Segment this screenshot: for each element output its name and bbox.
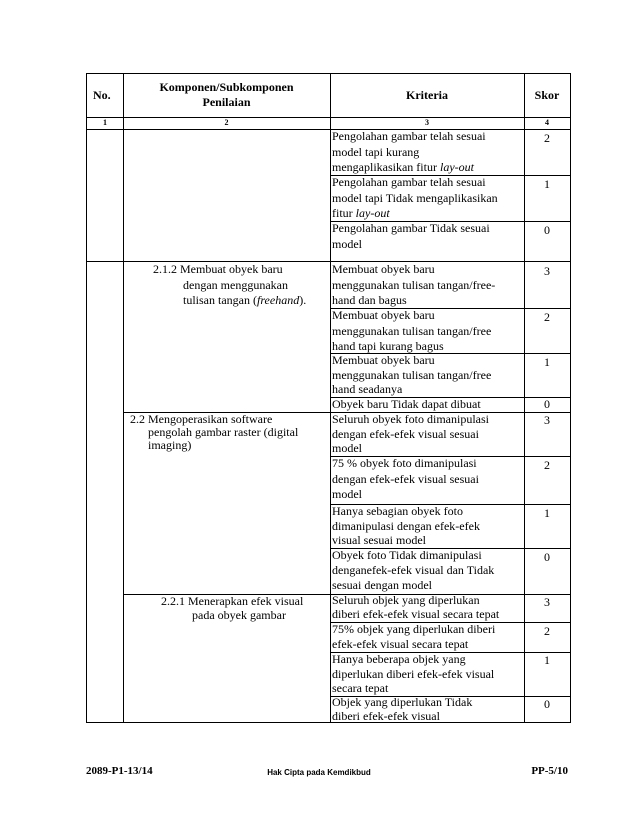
criteria-text: efek-efek visual secara tepat <box>332 636 469 651</box>
subcomponent-text: pengolah gambar raster (digital <box>148 425 299 439</box>
criteria-text: model <box>332 487 362 501</box>
score-value: 1 <box>544 653 550 667</box>
criteria-text: Obyek baru Tidak dapat dibuat <box>332 397 481 411</box>
col-number: 3 <box>425 118 429 127</box>
criteria-cell <box>332 504 512 548</box>
subcomponent-text: 2.2.1 Menerapkan efek visual <box>161 594 304 608</box>
score-value: 2 <box>544 310 550 324</box>
criteria-text: hand dan bagus <box>332 293 407 307</box>
footer-copyright: Hak Cipta pada Kemdikbud <box>267 768 371 777</box>
criteria-text: hand tapi kurang bagus <box>332 339 444 353</box>
criteria-cell <box>332 221 512 252</box>
subcomponent-text: pada obyek gambar <box>192 608 286 622</box>
col-divider-1 <box>123 74 124 722</box>
criteria-text: dimanipulasi dengan efek-efek <box>332 518 480 533</box>
footer-code: 2089-P1-13/14 <box>86 765 153 777</box>
criteria-cell <box>332 412 512 456</box>
col-number: 1 <box>103 118 107 127</box>
criteria-text: Membuat obyek baru <box>332 308 435 322</box>
header-kriteria: Kriteria <box>406 88 448 102</box>
col-divider-2 <box>330 74 331 722</box>
subcomponent-2-1-2 <box>153 262 329 309</box>
criteria-text: menggunakan tulisan tangan/free- <box>332 277 496 292</box>
criteria-text: Pengolahan gambar telah sesuai <box>332 175 486 189</box>
header-no: No. <box>93 88 111 102</box>
criteria-text: model tapi Tidak mengaplikasikan <box>332 190 498 205</box>
criteria-text: model tapi kurang <box>332 144 420 159</box>
subcomponent-text: 2.2 Mengoperasikan software <box>130 412 273 426</box>
score-value: 3 <box>544 595 550 609</box>
criteria-text: secara tepat <box>332 681 389 695</box>
criteria-text: Seluruh objek yang diperlukan <box>332 593 480 607</box>
criteria-cell <box>332 397 512 412</box>
criteria-text: Pengolahan gambar telah sesuai <box>332 129 486 143</box>
score-value: 2 <box>544 131 550 145</box>
score-value: 0 <box>544 550 550 564</box>
criteria-text: menggunakan tulisan tangan/free <box>332 367 492 382</box>
criteria-text: Membuat obyek baru <box>332 353 435 367</box>
criteria-cell <box>332 308 512 355</box>
criteria-cell <box>332 353 512 397</box>
criteria-text: mengaplikasikan fitur lay-out <box>332 160 474 174</box>
criteria-text: model <box>332 441 362 455</box>
subcomponent-2-2 <box>130 413 328 452</box>
assessment-table <box>86 73 571 723</box>
criteria-cell <box>332 696 512 723</box>
criteria-text: model <box>332 236 362 251</box>
subcomponent-text: imaging) <box>148 438 192 452</box>
criteria-cell <box>332 622 512 651</box>
criteria-cell <box>332 594 512 621</box>
score-value: 0 <box>544 397 550 411</box>
criteria-text: menggunakan tulisan tangan/free <box>332 323 492 338</box>
criteria-text: fitur lay-out <box>332 206 390 220</box>
score-value: 0 <box>544 223 550 237</box>
criteria-text: dengan efek-efek visual sesuai <box>332 426 479 441</box>
criteria-text: diberi efek-efek visual secara tepat <box>332 606 500 621</box>
criteria-cell <box>332 262 512 309</box>
score-value: 1 <box>544 177 550 191</box>
criteria-text: sesuai dengan model <box>332 578 432 592</box>
criteria-text: diberi efek-efek visual <box>332 708 440 723</box>
header-skor: Skor <box>534 88 560 102</box>
score-value: 0 <box>544 697 550 711</box>
subcomponent-2-2-1 <box>161 594 329 622</box>
criteria-cell <box>332 175 512 222</box>
footer-page-number: PP-5/10 <box>531 765 568 777</box>
header-komponen-line1: Komponen/Subkomponen <box>159 80 294 94</box>
criteria-text: visual sesuai model <box>332 533 426 547</box>
criteria-text: Hanya sebagian obyek foto <box>332 504 463 518</box>
criteria-text: denganefek-efek visual dan Tidak <box>332 563 495 577</box>
score-value: 1 <box>544 506 550 520</box>
criteria-text: 75 % obyek foto dimanipulasi <box>332 456 477 470</box>
criteria-text: hand seadanya <box>332 382 403 396</box>
criteria-text: Membuat obyek baru <box>332 262 435 276</box>
subcomponent-text: dengan menggunakan <box>183 277 288 292</box>
criteria-cell <box>332 548 512 593</box>
score-value: 2 <box>544 458 550 472</box>
subcomponent-text: tulisan tangan (freehand). <box>183 293 307 307</box>
criteria-cell <box>332 652 512 696</box>
col-number: 2 <box>224 118 229 127</box>
header-komponen-line2: Penilaian <box>202 95 251 109</box>
criteria-text: 75% objek yang diperlukan diberi <box>332 622 496 636</box>
score-value: 3 <box>544 264 550 278</box>
score-value: 1 <box>544 355 550 369</box>
score-value: 3 <box>544 413 550 427</box>
criteria-text: diperlukan diberi efek-efek visual <box>332 666 495 681</box>
header-komponen <box>123 80 330 110</box>
criteria-text: Obyek foto Tidak dimanipulasi <box>332 548 482 562</box>
criteria-text: Hanya beberapa objek yang <box>332 652 466 666</box>
score-value: 2 <box>544 624 550 638</box>
criteria-text: Pengolahan gambar Tidak sesuai <box>332 221 490 235</box>
subcomponent-text: 2.1.2 Membuat obyek baru <box>153 262 283 276</box>
criteria-text: Objek yang diperlukan Tidak <box>332 695 473 709</box>
criteria-cell <box>332 129 512 176</box>
col-number: 4 <box>545 118 549 127</box>
criteria-text: dengan efek-efek visual sesuai <box>332 471 479 486</box>
criteria-text: Seluruh obyek foto dimanipulasi <box>332 412 489 426</box>
criteria-cell <box>332 456 512 503</box>
